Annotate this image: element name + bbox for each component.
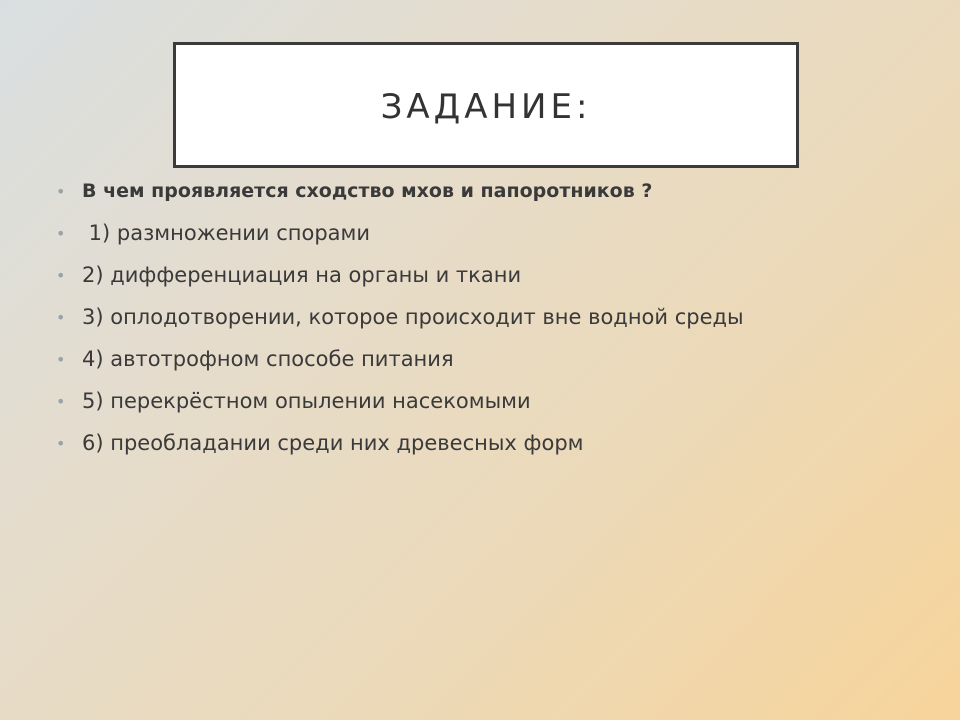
bullet-list <box>56 170 936 464</box>
option-text-3: 3) оплодотворении, которое происходит вне водной среды <box>82 305 744 329</box>
option-text-5: 5) перекрёстном опылении насекомыми <box>82 389 531 413</box>
option-text-6: 6) преобладании среди них древесных форм <box>82 431 584 455</box>
bullet-icon: • <box>56 181 66 201</box>
title-box <box>173 42 799 168</box>
option-item-1 <box>56 212 936 254</box>
bullet-icon: • <box>56 223 66 243</box>
option-item-6 <box>56 422 936 464</box>
slide-title: ЗАДАНИЕ: <box>380 87 592 127</box>
bullet-icon: • <box>56 349 66 369</box>
option-item-2 <box>56 254 936 296</box>
option-text-1: 1) размножении спорами <box>82 221 371 245</box>
bullet-icon: • <box>56 433 66 453</box>
bullet-icon: • <box>56 391 66 411</box>
bullet-icon: • <box>56 265 66 285</box>
option-item-3 <box>56 296 936 338</box>
bullet-icon: • <box>56 307 66 327</box>
option-text-2: 2) дифференциация на органы и ткани <box>82 263 522 287</box>
option-item-4 <box>56 338 936 380</box>
option-text-4: 4) автотрофном способе питания <box>82 347 454 371</box>
option-item-5 <box>56 380 936 422</box>
question-item <box>56 170 936 212</box>
question-text: В чем проявляется сходство мхов и папоротников ? <box>82 180 653 202</box>
